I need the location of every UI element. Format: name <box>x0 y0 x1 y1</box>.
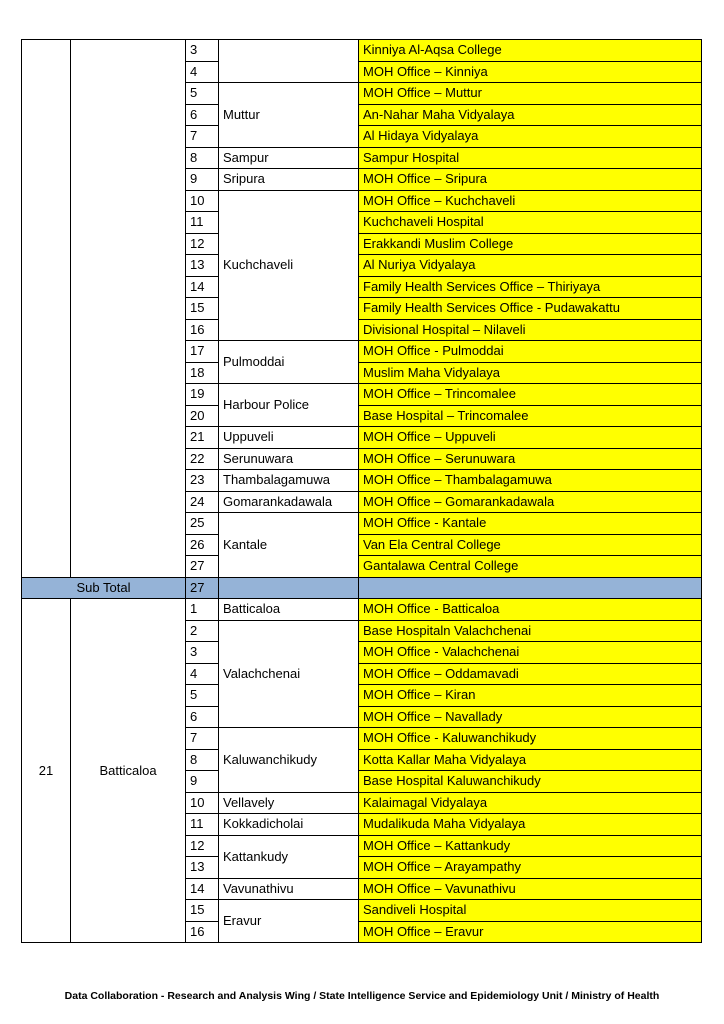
area-cell: Kantale <box>219 513 359 578</box>
location-cell: MOH Office – Gomarankadawala <box>359 491 702 513</box>
location-cell: MOH Office – Arayampathy <box>359 857 702 879</box>
subtotal-empty-cell <box>219 577 359 599</box>
area-cell: Harbour Police <box>219 384 359 427</box>
location-cell: MOH Office - Kaluwanchikudy <box>359 728 702 750</box>
district-name-cell <box>71 40 186 578</box>
quarantine-locations-table <box>21 39 702 943</box>
subtotal-label: Sub Total <box>22 577 186 599</box>
subtotal-row <box>22 577 702 599</box>
row-number: 6 <box>186 104 219 126</box>
location-cell: Kuchchaveli Hospital <box>359 212 702 234</box>
area-cell: Vellavely <box>219 792 359 814</box>
area-cell: Uppuveli <box>219 427 359 449</box>
row-number: 7 <box>186 728 219 750</box>
location-cell: Kotta Kallar Maha Vidyalaya <box>359 749 702 771</box>
row-number: 25 <box>186 513 219 535</box>
row-number: 24 <box>186 491 219 513</box>
location-cell: MOH Office - Kantale <box>359 513 702 535</box>
page-footer: Data Collaboration - Research and Analysis Wing / State Intelligence Service and Epidemiology Unit / Ministry of Health <box>64 990 660 1002</box>
location-cell: Kalaimagal Vidyalaya <box>359 792 702 814</box>
location-cell: Base Hospital – Trincomalee <box>359 405 702 427</box>
area-cell: Vavunathivu <box>219 878 359 900</box>
row-number: 20 <box>186 405 219 427</box>
row-number: 26 <box>186 534 219 556</box>
row-number: 27 <box>186 556 219 578</box>
location-cell: MOH Office – Sripura <box>359 169 702 191</box>
district-no-cell <box>22 40 71 578</box>
subtotal-value: 27 <box>186 577 219 599</box>
area-cell: Kaluwanchikudy <box>219 728 359 793</box>
subtotal-empty-cell <box>359 577 702 599</box>
row-number: 7 <box>186 126 219 148</box>
table-row <box>22 599 702 621</box>
row-number: 17 <box>186 341 219 363</box>
location-cell: Family Health Services Office - Pudawakattu <box>359 298 702 320</box>
area-cell: Muttur <box>219 83 359 148</box>
area-cell: Valachchenai <box>219 620 359 728</box>
row-number: 14 <box>186 878 219 900</box>
location-cell: MOH Office – Vavunathivu <box>359 878 702 900</box>
location-cell: MOH Office – Uppuveli <box>359 427 702 449</box>
location-cell: MOH Office – Serunuwara <box>359 448 702 470</box>
row-number: 2 <box>186 620 219 642</box>
row-number: 14 <box>186 276 219 298</box>
area-cell: Sampur <box>219 147 359 169</box>
location-cell: Family Health Services Office – Thiriyaya <box>359 276 702 298</box>
location-cell: Sampur Hospital <box>359 147 702 169</box>
area-cell: Kattankudy <box>219 835 359 878</box>
area-cell: Batticaloa <box>219 599 359 621</box>
location-cell: Base Hospitaln Valachchenai <box>359 620 702 642</box>
area-cell: Serunuwara <box>219 448 359 470</box>
location-cell: Van Ela Central College <box>359 534 702 556</box>
location-cell: Al Nuriya Vidyalaya <box>359 255 702 277</box>
row-number: 15 <box>186 900 219 922</box>
location-cell: MOH Office – Kinniya <box>359 61 702 83</box>
row-number: 5 <box>186 685 219 707</box>
area-cell: Eravur <box>219 900 359 943</box>
location-cell: MOH Office – Muttur <box>359 83 702 105</box>
location-cell: Mudalikuda Maha Vidyalaya <box>359 814 702 836</box>
location-cell: MOH Office – Kuchchaveli <box>359 190 702 212</box>
row-number: 4 <box>186 61 219 83</box>
row-number: 11 <box>186 814 219 836</box>
row-number: 3 <box>186 642 219 664</box>
location-cell: MOH Office – Thambalagamuwa <box>359 470 702 492</box>
row-number: 13 <box>186 857 219 879</box>
location-cell: MOH Office - Pulmoddai <box>359 341 702 363</box>
area-cell: Pulmoddai <box>219 341 359 384</box>
area-cell: Sripura <box>219 169 359 191</box>
row-number: 11 <box>186 212 219 234</box>
row-number: 21 <box>186 427 219 449</box>
row-number: 18 <box>186 362 219 384</box>
area-cell: Gomarankadawala <box>219 491 359 513</box>
location-cell: MOH Office - Valachchenai <box>359 642 702 664</box>
location-cell: Muslim Maha Vidyalaya <box>359 362 702 384</box>
location-cell: MOH Office – Eravur <box>359 921 702 943</box>
location-cell: Erakkandi Muslim College <box>359 233 702 255</box>
location-cell: Gantalawa Central College <box>359 556 702 578</box>
row-number: 13 <box>186 255 219 277</box>
location-cell: MOH Office – Kattankudy <box>359 835 702 857</box>
row-number: 23 <box>186 470 219 492</box>
row-number: 19 <box>186 384 219 406</box>
location-cell: Kinniya Al-Aqsa College <box>359 40 702 62</box>
row-number: 12 <box>186 835 219 857</box>
row-number: 12 <box>186 233 219 255</box>
table-row <box>22 40 702 62</box>
location-cell: Base Hospital Kaluwanchikudy <box>359 771 702 793</box>
area-cell: Kuchchaveli <box>219 190 359 341</box>
row-number: 8 <box>186 749 219 771</box>
row-number: 6 <box>186 706 219 728</box>
row-number: 22 <box>186 448 219 470</box>
row-number: 9 <box>186 771 219 793</box>
row-number: 10 <box>186 792 219 814</box>
location-cell: MOH Office – Navallady <box>359 706 702 728</box>
row-number: 5 <box>186 83 219 105</box>
row-number: 16 <box>186 921 219 943</box>
location-cell: An-Nahar Maha Vidyalaya <box>359 104 702 126</box>
row-number: 1 <box>186 599 219 621</box>
location-cell: MOH Office - Batticaloa <box>359 599 702 621</box>
district-no-cell: 21 <box>22 599 71 943</box>
row-number: 16 <box>186 319 219 341</box>
location-cell: MOH Office – Trincomalee <box>359 384 702 406</box>
row-number: 4 <box>186 663 219 685</box>
location-cell: Sandiveli Hospital <box>359 900 702 922</box>
location-cell: Divisional Hospital – Nilaveli <box>359 319 702 341</box>
row-number: 8 <box>186 147 219 169</box>
location-cell: Al Hidaya Vidyalaya <box>359 126 702 148</box>
location-cell: MOH Office – Oddamavadi <box>359 663 702 685</box>
row-number: 3 <box>186 40 219 62</box>
area-cell: Kokkadicholai <box>219 814 359 836</box>
area-cell: Thambalagamuwa <box>219 470 359 492</box>
district-name-cell: Batticaloa <box>71 599 186 943</box>
row-number: 9 <box>186 169 219 191</box>
row-number: 15 <box>186 298 219 320</box>
row-number: 10 <box>186 190 219 212</box>
location-cell: MOH Office – Kiran <box>359 685 702 707</box>
area-cell <box>219 40 359 83</box>
